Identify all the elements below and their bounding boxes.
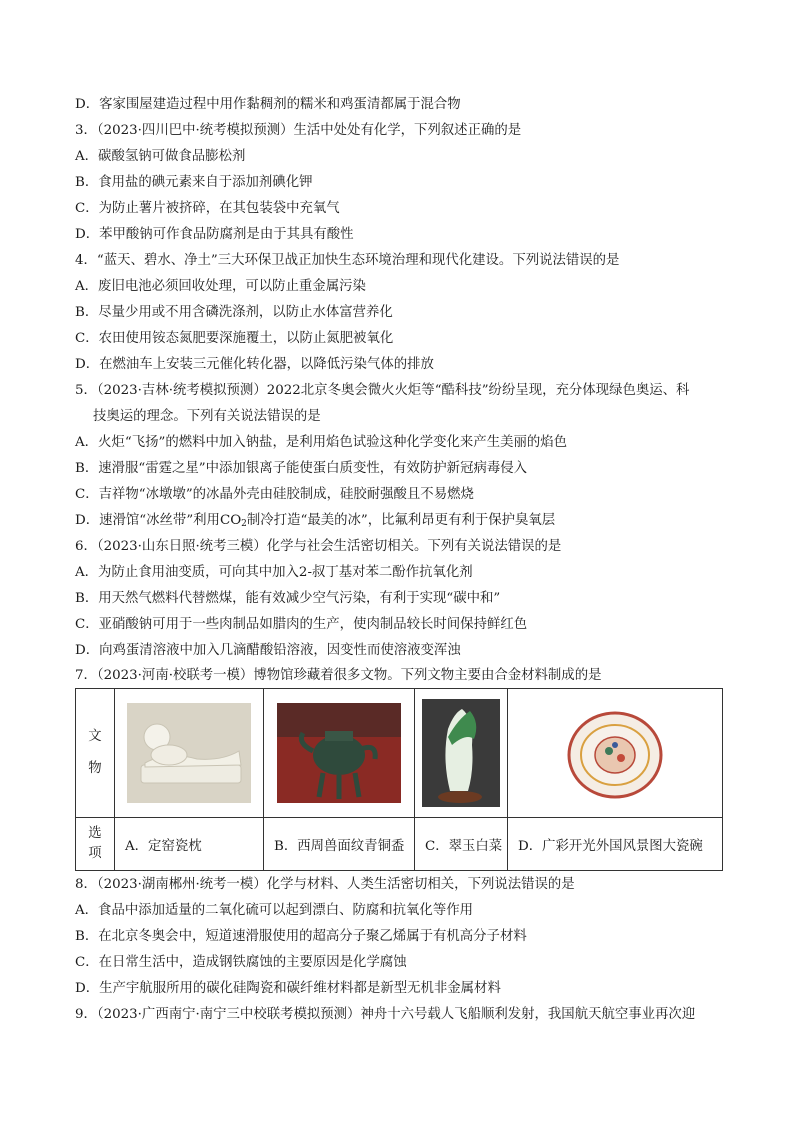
q8-option-d: D．生产宇航服所用的碳化硅陶瓷和碳纤维材料都是新型无机非金属材料 bbox=[75, 981, 501, 996]
question-8: 8．（2023·湖南郴州·统考一模）化学与材料、人类生活密切相关，下列说法错误的是 bbox=[75, 877, 575, 892]
porcelain-bowl-image bbox=[559, 703, 671, 803]
artifact-header-cell bbox=[76, 689, 115, 818]
q5-option-b: B．速滑服“雷霆之星”中添加银离子能使蛋白质变性，有效防护新冠病毒侵入 bbox=[75, 461, 528, 476]
option-header-cell bbox=[76, 818, 115, 871]
co2-subscript: 2 bbox=[241, 519, 247, 529]
porcelain-pillow-image bbox=[127, 703, 251, 803]
q2-option-d: D．客家围屋建造过程中用作黏稠剂的糯米和鸡蛋清都属于混合物 bbox=[75, 97, 461, 112]
option-c-cell: C．翠玉白菜 bbox=[415, 818, 508, 871]
q4-option-c: C．农田使用铵态氮肥要深施覆土，以防止氮肥被氧化 bbox=[75, 331, 394, 346]
question-5-continued: 技奥运的理念。下列有关说法错误的是 bbox=[93, 409, 321, 424]
artifact-c-image-cell bbox=[415, 689, 508, 818]
question-3: 3．（2023·四川巴中·统考模拟预测）生活中处处有化学，下列叙述正确的是 bbox=[75, 123, 522, 138]
artifact-option-row bbox=[76, 818, 723, 871]
q3-option-a: A．碳酸氢钠可做食品膨松剂 bbox=[75, 149, 246, 164]
q6-option-d: D．向鸡蛋清溶液中加入几滴醋酸铅溶液，因变性而使溶液变浑浊 bbox=[75, 643, 461, 658]
q3-option-b: B．食用盐的碘元素来自于添加剂碘化钾 bbox=[75, 175, 313, 190]
question-6: 6．（2023·山东日照·统考三模）化学与社会生活密切相关。下列有关说法错误的是 bbox=[75, 539, 562, 554]
option-b-cell: B．西周兽面纹青铜盉 bbox=[264, 818, 415, 871]
question-5: 5．（2023·吉林·统考模拟预测）2022北京冬奥会微火火炬等“酷科技”纷纷呈现，充分体现绿色奥运、科 bbox=[75, 383, 690, 398]
q5-option-d bbox=[75, 512, 735, 530]
option-a-cell: A．定窑瓷枕 bbox=[115, 818, 264, 871]
question-7: 7．（2023·河南·校联考一模）博物馆珍藏着很多文物。下列文物主要由合金材料制成的是 bbox=[75, 668, 602, 683]
q4-option-d: D．在燃油车上安装三元催化转化器，以降低污染气体的排放 bbox=[75, 357, 434, 372]
artifact-a-image-cell bbox=[115, 689, 264, 818]
artifact-image-row bbox=[76, 689, 723, 818]
q8-option-c: C．在日常生活中，造成钢铁腐蚀的主要原因是化学腐蚀 bbox=[75, 955, 407, 970]
q6-option-a: A．为防止食用油变质，可向其中加入2-叔丁基对苯二酚作抗氧化剂 bbox=[75, 565, 473, 580]
option-header-char-1: 选 bbox=[88, 826, 102, 841]
question-4: 4．“蓝天、碧水、净土”三大环保卫战正加快生态环境治理和现代化建设。下列说法错误的是 bbox=[75, 253, 620, 268]
q5d-text-pre: D．速滑馆“冰丝带”利用CO bbox=[75, 513, 242, 528]
artifact-header-char-2: 物 bbox=[88, 761, 102, 776]
q3-option-c: C．为防止薯片被挤碎，在其包装袋中充氧气 bbox=[75, 201, 340, 216]
artifact-table bbox=[75, 688, 723, 871]
q4-option-b: B．尽量少用或不用含磷洗涤剂，以防止水体富营养化 bbox=[75, 305, 393, 320]
q6-option-c: C．亚硝酸钠可用于一些肉制品如腊肉的生产，使肉制品较长时间保持鲜红色 bbox=[75, 617, 528, 632]
q6-option-b: B．用天然气燃料代替燃煤，能有效减少空气污染，有利于实现“碳中和” bbox=[75, 591, 501, 606]
q5-option-c: C．吉祥物“冰墩墩”的冰晶外壳由硅胶制成，硅胶耐强酸且不易燃烧 bbox=[75, 487, 474, 502]
option-d-cell: D．广彩开光外国风景图大瓷碗 bbox=[508, 818, 723, 871]
artifact-b-image-cell bbox=[264, 689, 415, 818]
q8-option-a: A．食品中添加适量的二氧化硫可以起到漂白、防腐和抗氧化等作用 bbox=[75, 903, 473, 918]
q3-option-d: D．苯甲酸钠可作食品防腐剂是由于其具有酸性 bbox=[75, 227, 354, 242]
q5d-text-post: 制冷打造“最美的冰”，比氟利昂更有利于保护臭氧层 bbox=[246, 513, 556, 528]
option-header-char-2: 项 bbox=[88, 846, 102, 861]
q4-option-a: A．废旧电池必须回收处理，可以防止重金属污染 bbox=[75, 279, 366, 294]
q8-option-b: B．在北京冬奥会中，短道速滑服使用的超高分子聚乙烯属于有机高分子材料 bbox=[75, 929, 527, 944]
jade-cabbage-image bbox=[422, 699, 500, 807]
bronze-vessel-image bbox=[277, 703, 401, 803]
artifact-d-image-cell bbox=[508, 689, 723, 818]
question-9: 9．（2023·广西南宁·南宁三中校联考模拟预测）神舟十六号载人飞船顺利发射，我国航天航空事业再次迎 bbox=[75, 1007, 696, 1022]
artifact-header-char-1: 文 bbox=[88, 729, 102, 744]
q5-option-a: A．火炬“飞扬”的燃料中加入钠盐，是利用焰色试验这种化学变化来产生美丽的焰色 bbox=[75, 435, 568, 450]
